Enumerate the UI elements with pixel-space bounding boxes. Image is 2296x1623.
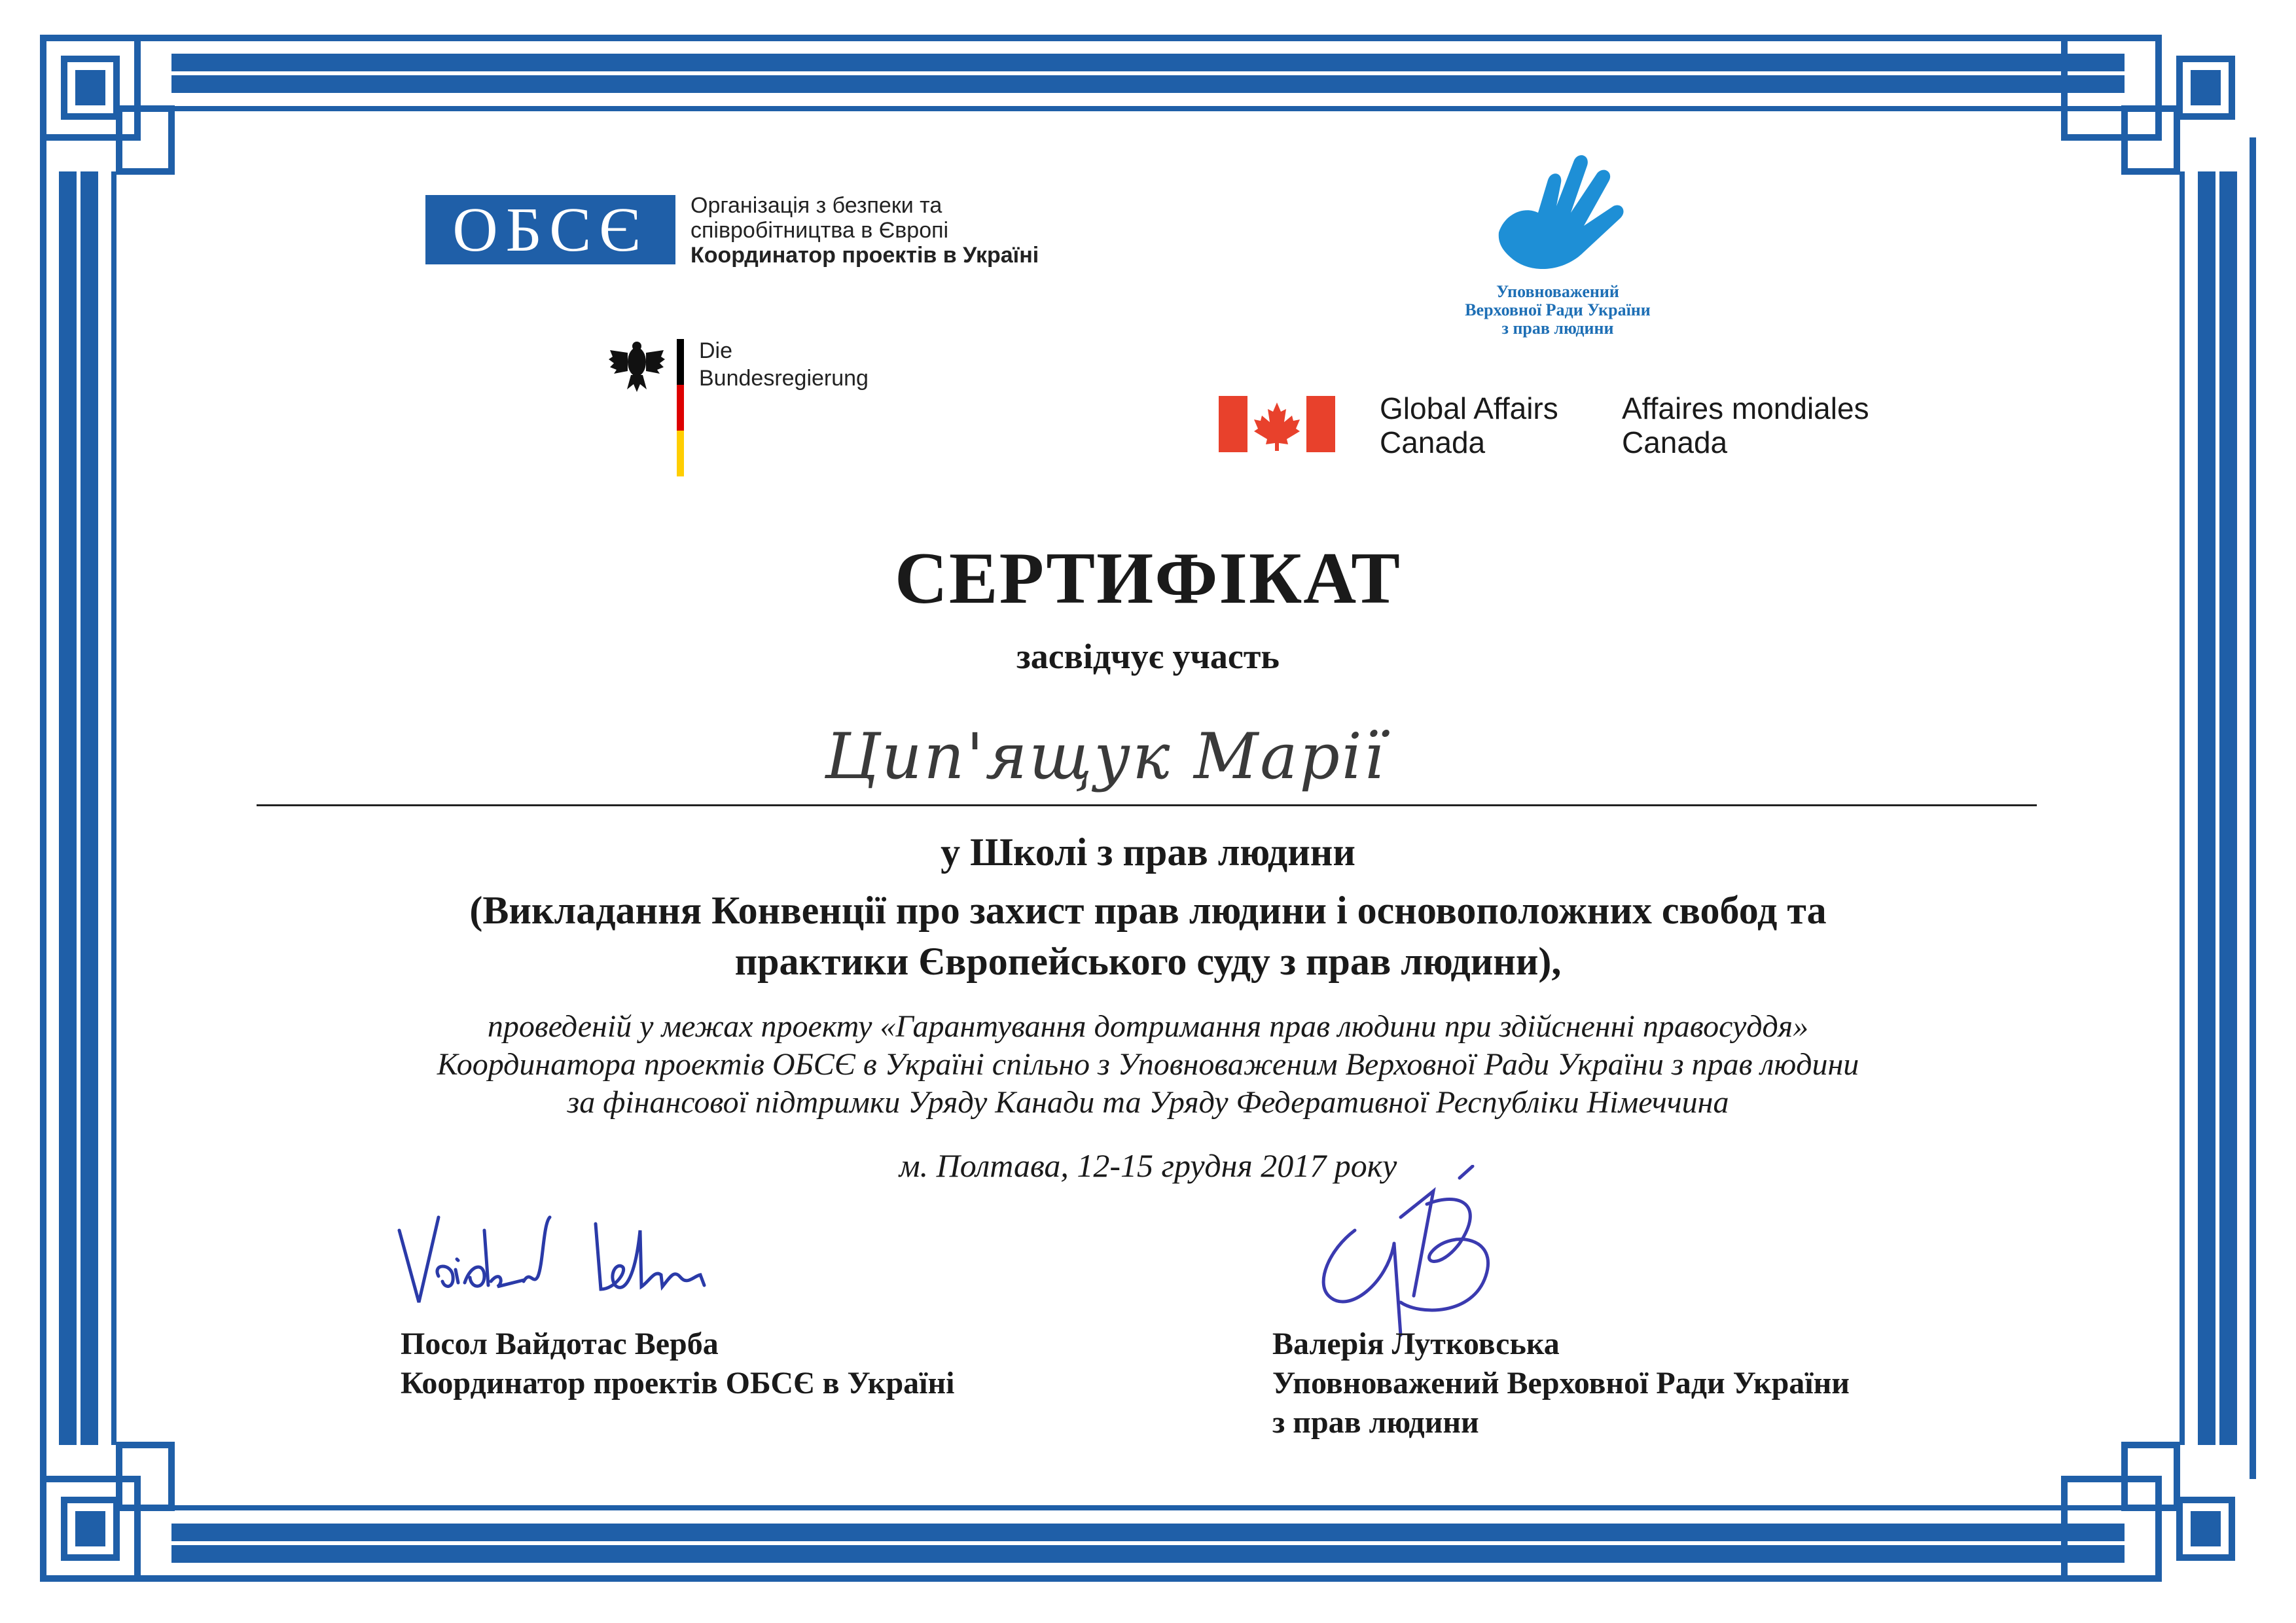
certificate-title: СЕРТИФІКАТ	[895, 538, 1401, 619]
canada-flag-icon	[1219, 396, 1335, 452]
osce-caption-line: Організація з безпеки та	[691, 193, 942, 218]
school-name: у Школі з прав людини	[941, 830, 1355, 874]
global-affairs-line: Global Affairs	[1380, 391, 1558, 425]
place-and-date: м. Полтава, 12-15 грудня 2017 року	[899, 1147, 1397, 1184]
bundesregierung-caption	[699, 337, 869, 392]
osce-logo-text: ОБСЄ	[452, 194, 649, 264]
right-signature-icon	[1302, 1165, 1538, 1342]
description-line: проведеній у межах проекту «Гарантування дотримання прав людини при здійсненні правосуддя»	[487, 1009, 1809, 1044]
recipient-name: Цип'ящук Марії	[825, 720, 1386, 793]
bund-caption-line: Die	[699, 338, 733, 363]
left-signatory-line: Координатор проектів ОБСЄ в Україні	[401, 1366, 955, 1400]
certificate-subtitle: засвідчує участь	[1016, 637, 1280, 676]
right-signatory-line: Валерія Лутковська	[1272, 1327, 1560, 1361]
description-line: за фінансової підтримки Уряду Канади та Уряду Федеративної Республіки Німеччина	[567, 1085, 1729, 1120]
ombudsman-caption	[1401, 283, 1715, 338]
certificate-description	[0, 1008, 2296, 1122]
global-affairs-caption	[1380, 391, 1558, 459]
ombudsman-caption-line: Уповноважений	[1496, 282, 1619, 301]
osce-caption-line: співробітництва в Європі	[691, 218, 949, 243]
affaires-mondiales-line: Affaires mondiales	[1622, 391, 1869, 425]
left-signatory	[401, 1325, 954, 1403]
course-title-line: (Викладання Конвенції про захист прав людини і основоположних свобод та	[469, 889, 1827, 932]
affaires-mondiales-caption	[1622, 391, 1869, 459]
osce-caption-line: Координатор проектів в Україні	[691, 243, 1039, 268]
right-signatory-line: Уповноважений Верховної Ради України	[1272, 1366, 1850, 1400]
right-signatory	[1272, 1325, 1850, 1442]
ombudsman-caption-line: з прав людини	[1501, 319, 1614, 338]
description-line: Координатора проектів ОБСЄ в Україні спільно з Уповноваженим Верховної Ради України з прав людини	[437, 1047, 1859, 1082]
osce-caption	[691, 193, 1039, 268]
german-eagle-icon	[607, 337, 666, 396]
osce-logo	[425, 195, 675, 264]
left-signatory-line: Посол Вайдотас Верба	[401, 1327, 719, 1361]
ombudsman-hand-icon	[1486, 134, 1636, 281]
global-affairs-line: Canada	[1380, 425, 1486, 459]
ombudsman-caption-line: Верховної Ради України	[1465, 300, 1651, 319]
right-signatory-line: з прав людини	[1272, 1405, 1479, 1440]
course-title	[0, 885, 2296, 987]
recipient-underline	[257, 804, 2037, 806]
course-title-line: практики Європейського суду з прав людини),	[734, 940, 1562, 983]
affaires-mondiales-line: Canada	[1622, 425, 1728, 459]
bund-caption-line: Bundesregierung	[699, 366, 869, 391]
german-flag-bar	[677, 339, 684, 476]
left-signature-icon	[393, 1204, 759, 1322]
